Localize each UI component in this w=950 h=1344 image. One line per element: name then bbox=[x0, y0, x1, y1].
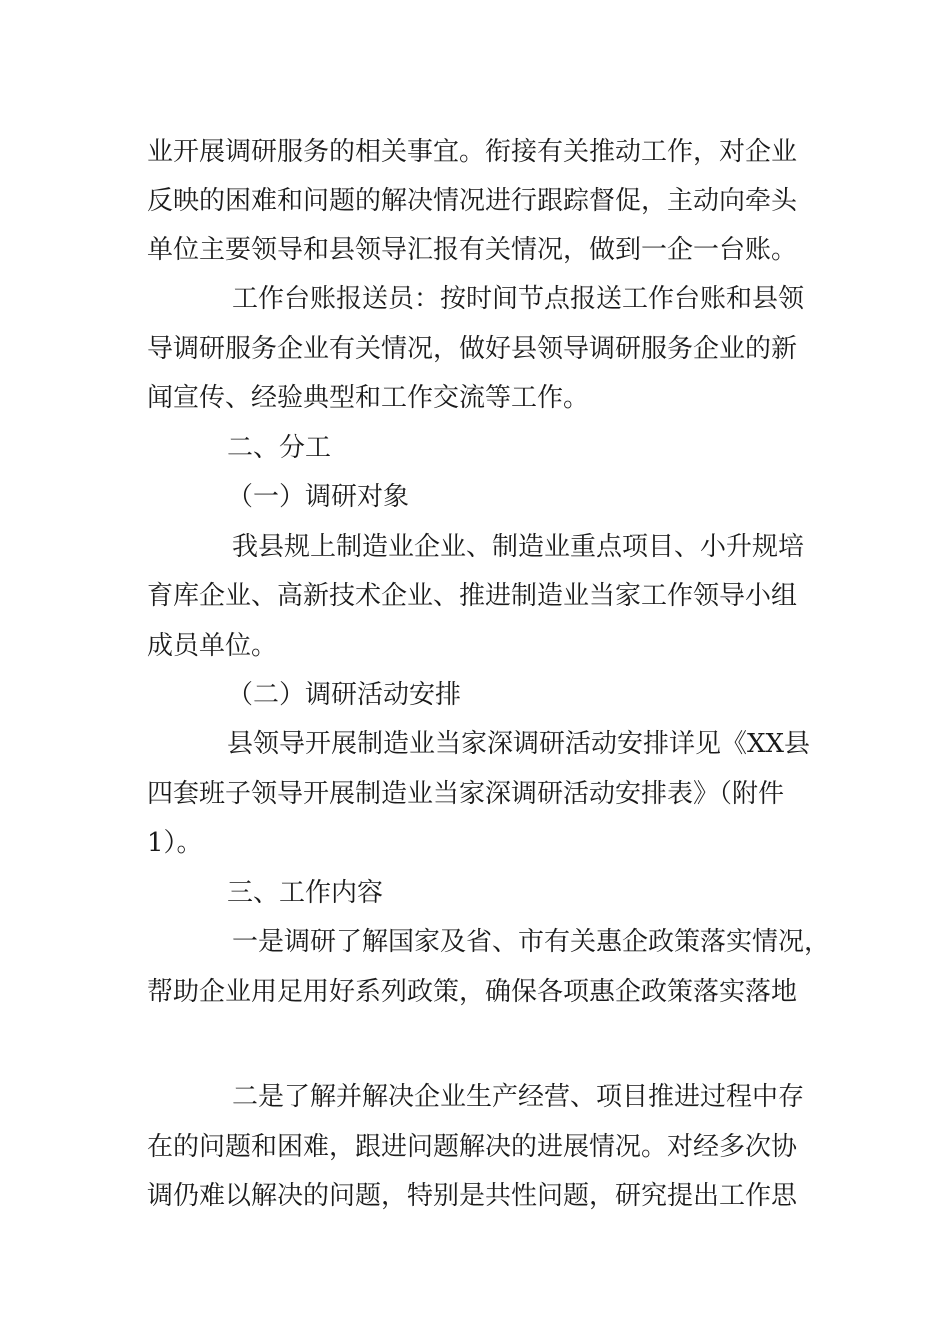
paragraph-line: 业开展调研服务的相关事宜。衔接有关推动工作，对企业 bbox=[147, 137, 798, 167]
subsection-heading: （一）调研对象 bbox=[227, 482, 410, 512]
paragraph-line: 帮助企业用足用好系列政策，确保各项惠企政策落实落地 bbox=[147, 977, 798, 1007]
paragraph-line: 成员单位。 bbox=[147, 631, 278, 661]
paragraph-line: 四套班子领导开展制造业当家深调研活动安排表》（附件 bbox=[147, 779, 785, 809]
paragraph-line: 反映的困难和问题的解决情况进行跟踪督促，主动向牵头 bbox=[147, 186, 798, 216]
paragraph-line: 闻宣传、经验典型和工作交流等工作。 bbox=[147, 383, 590, 413]
paragraph-line: 导调研服务企业有关情况，做好县领导调研服务企业的新 bbox=[147, 334, 798, 364]
subsection-heading: （二）调研活动安排 bbox=[227, 680, 462, 710]
paragraph-line: 我县规上制造业企业、制造业重点项目、小升规培 bbox=[232, 532, 805, 562]
paragraph-line: 调仍难以解决的问题，特别是共性问题，研究提出工作思 bbox=[147, 1181, 798, 1211]
section-heading: 二、分工 bbox=[227, 433, 332, 463]
paragraph-line: 一是调研了解国家及省、市有关惠企政策落实情况， bbox=[232, 927, 831, 957]
paragraph-line: 二是了解并解决企业生产经营、项目推进过程中存 bbox=[232, 1082, 805, 1112]
paragraph-line: 育库企业、高新技术企业、推进制造业当家工作领导小组 bbox=[147, 581, 798, 611]
paragraph-line: 工作台账报送员：按时间节点报送工作台账和县领 bbox=[232, 284, 805, 314]
section-heading: 三、工作内容 bbox=[227, 878, 384, 908]
paragraph-line: 县领导开展制造业当家深调研活动安排详见《XX县 bbox=[227, 729, 811, 759]
paragraph-line: 1）。 bbox=[147, 828, 203, 858]
paragraph-line: 在的问题和困难，跟进问题解决的进展情况。对经多次协 bbox=[147, 1132, 798, 1162]
paragraph-line: 单位主要领导和县领导汇报有关情况，做到一企一台账。 bbox=[147, 235, 798, 265]
